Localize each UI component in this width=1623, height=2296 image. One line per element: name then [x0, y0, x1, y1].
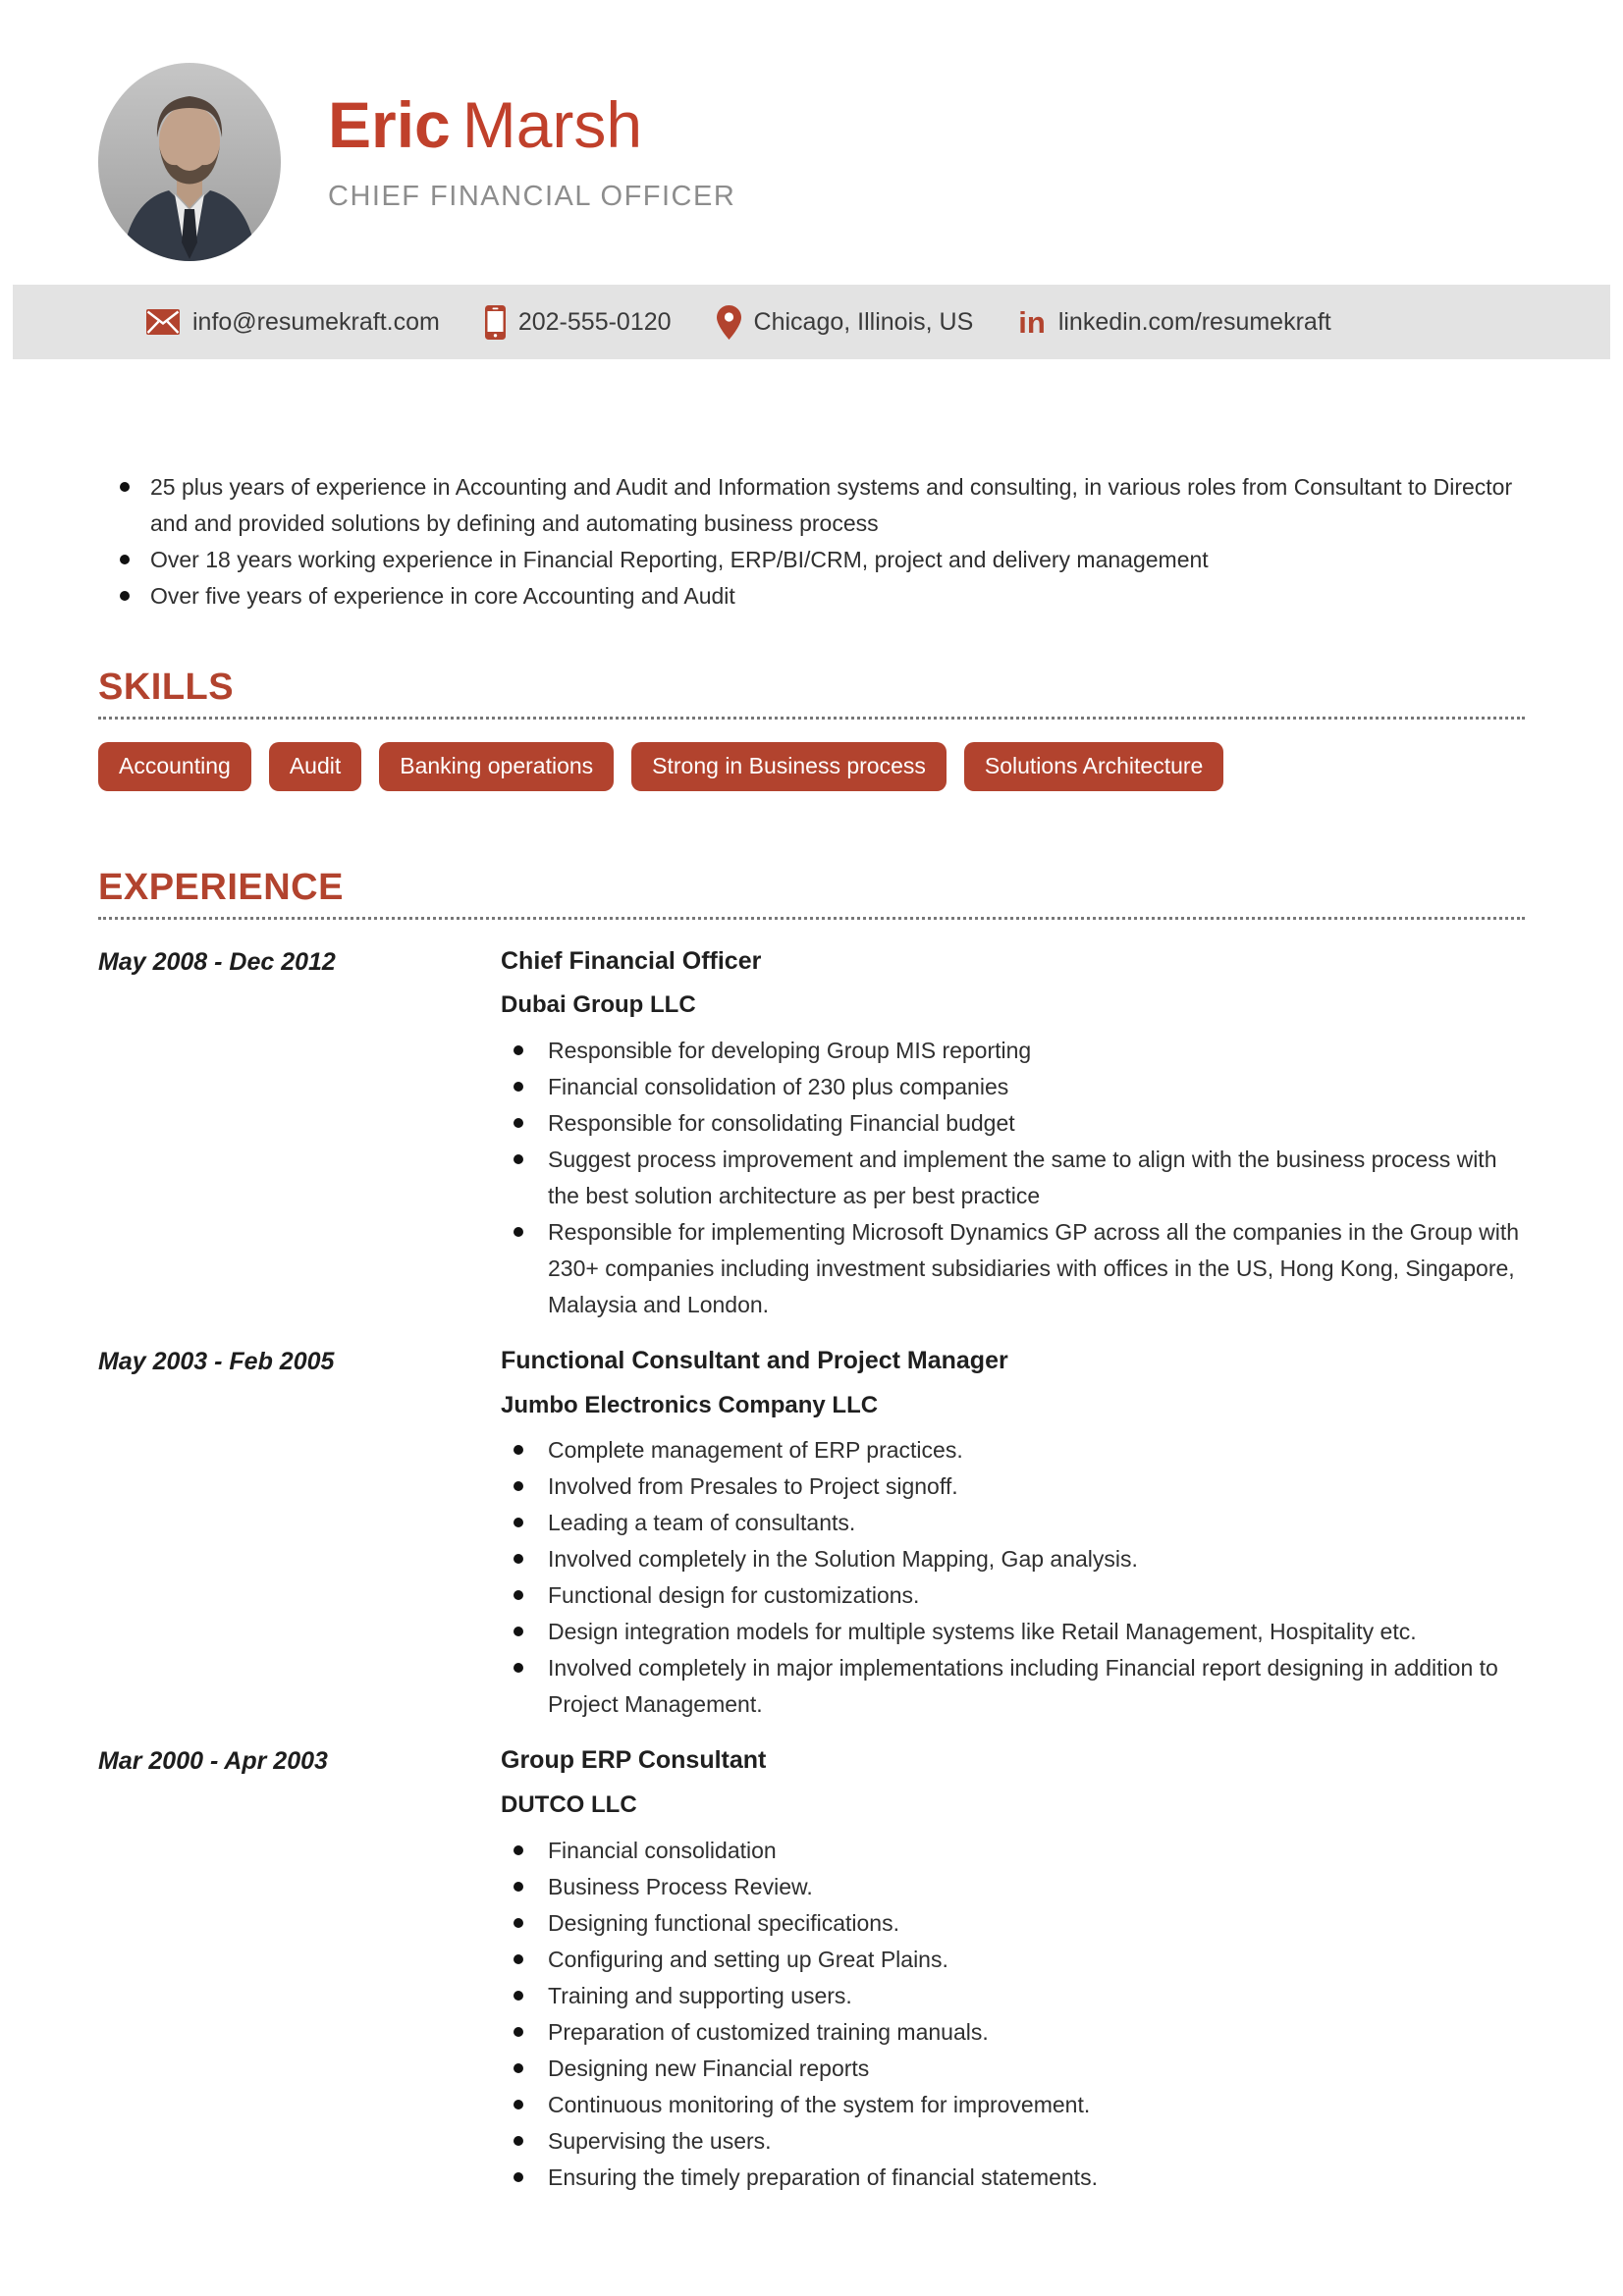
- contact-phone: [485, 305, 672, 340]
- skill-chip: Solutions Architecture: [964, 742, 1223, 791]
- contact-email: [146, 308, 440, 337]
- job-bullet: Designing new Financial reports: [501, 2051, 1525, 2087]
- summary-bullet: Over five years of experience in core Accounting and Audit: [98, 578, 1525, 614]
- job-entry: [98, 1347, 1525, 1723]
- header: [0, 0, 1623, 261]
- contact-location: [717, 305, 974, 340]
- skills-section: [98, 667, 1525, 791]
- job-bullet: Complete management of ERP practices.: [501, 1432, 1525, 1468]
- job-bullet: Leading a team of consultants.: [501, 1505, 1525, 1541]
- location-pin-icon: [717, 305, 741, 340]
- job-bullet: Training and supporting users.: [501, 1978, 1525, 2014]
- profile-photo: [98, 63, 281, 261]
- job-bullet: Continuous monitoring of the system for improvement.: [501, 2087, 1525, 2123]
- job-bullet: Ensuring the timely preparation of financial statements.: [501, 2160, 1525, 2196]
- job-bullet: Financial consolidation of 230 plus companies: [501, 1069, 1525, 1105]
- job-bullet: Involved completely in the Solution Mapping, Gap analysis.: [501, 1541, 1525, 1577]
- skill-chip: Banking operations: [379, 742, 614, 791]
- phone-text[interactable]: 202-555-0120: [517, 307, 672, 336]
- experience-divider: [98, 917, 1525, 920]
- contact-linkedin: [1018, 304, 1331, 340]
- skills-heading: SKILLS: [98, 667, 235, 708]
- job-bullet: Responsible for developing Group MIS reporting: [501, 1033, 1525, 1069]
- job-bullet: Preparation of customized training manuals.: [501, 2014, 1525, 2051]
- job-bullet: Designing functional specifications.: [501, 1905, 1525, 1942]
- contact-bar: [13, 285, 1610, 359]
- skills-chip-row: [98, 742, 1525, 791]
- job-bullet: Configuring and setting up Great Plains.: [501, 1942, 1525, 1978]
- job-company: DUTCO LLC: [501, 1791, 637, 1819]
- job-bullet: Responsible for consolidating Financial budget: [501, 1105, 1525, 1142]
- job-bullet: Supervising the users.: [501, 2123, 1525, 2160]
- job-bullet: Responsible for implementing Microsoft Dynamics GP across all the companies in the Group with 230+ companies including investment subsidiaries with offices in the US, Hong Kong, Singapore, Malaysia and London.: [501, 1214, 1525, 1323]
- last-name: Marsh: [461, 88, 643, 161]
- phone-icon: [485, 305, 506, 340]
- email-text[interactable]: info@resumekraft.com: [192, 307, 440, 336]
- job-bullet: Design integration models for multiple systems like Retail Management, Hospitality etc.: [501, 1614, 1525, 1650]
- job-title: Chief Financial Officer: [501, 946, 762, 975]
- job-bullet: Financial consolidation: [501, 1833, 1525, 1869]
- job-title: Group ERP Consultant: [501, 1746, 767, 1775]
- job-bullet-list: [501, 1833, 1525, 2196]
- job-company: Jumbo Electronics Company LLC: [501, 1391, 879, 1418]
- job-body: [501, 947, 1525, 1323]
- summary-bullet: 25 plus years of experience in Accounting and Audit and Information systems and consulting, in various roles from Consultant to Director and and provided solutions by defining and automating business process: [98, 469, 1525, 542]
- skill-chip: Audit: [269, 742, 361, 791]
- linkedin-icon: in: [1018, 304, 1046, 340]
- job-bullet: Functional design for customizations.: [501, 1577, 1525, 1614]
- job-dates: May 2008 - Dec 2012: [98, 947, 336, 976]
- skills-divider: [98, 717, 1525, 720]
- linkedin-text[interactable]: linkedin.com/resumekraft: [1057, 307, 1331, 336]
- job-company: Dubai Group LLC: [501, 991, 696, 1019]
- location-text: Chicago, Illinois, US: [753, 307, 974, 336]
- person-job-title: CHIEF FINANCIAL OFFICER: [328, 181, 736, 212]
- job-dates: Mar 2000 - Apr 2003: [98, 1747, 328, 1776]
- experience-heading: EXPERIENCE: [98, 866, 344, 908]
- job-title: Functional Consultant and Project Manager: [501, 1346, 1008, 1374]
- main-content: [0, 469, 1623, 2196]
- experience-section: [98, 868, 1525, 2196]
- job-bullet: Business Process Review.: [501, 1869, 1525, 1905]
- summary-bullet: Over 18 years working experience in Financial Reporting, ERP/BI/CRM, project and delivery management: [98, 542, 1525, 578]
- job-body: [501, 1347, 1525, 1723]
- job-dates: May 2003 - Feb 2005: [98, 1347, 335, 1375]
- job-entry: [98, 947, 1525, 1323]
- job-bullet: Suggest process improvement and implement the same to align with the business process with the best solution architecture as per best practice: [501, 1142, 1525, 1214]
- skill-chip: Accounting: [98, 742, 251, 791]
- job-bullet: Involved completely in major implementations including Financial report designing in addition to Project Management.: [501, 1650, 1525, 1723]
- person-name: [328, 88, 735, 161]
- skill-chip: Strong in Business process: [631, 742, 947, 791]
- header-text: [328, 63, 735, 213]
- job-body: [501, 1746, 1525, 2195]
- summary-list: [98, 469, 1525, 614]
- job-bullet-list: [501, 1033, 1525, 1323]
- job-bullet-list: [501, 1432, 1525, 1723]
- portrait-image: [98, 63, 281, 261]
- job-bullet: Involved from Presales to Project signoff.: [501, 1468, 1525, 1505]
- email-icon: [146, 309, 180, 335]
- job-entry: [98, 1746, 1525, 2195]
- first-name: Eric: [328, 88, 451, 161]
